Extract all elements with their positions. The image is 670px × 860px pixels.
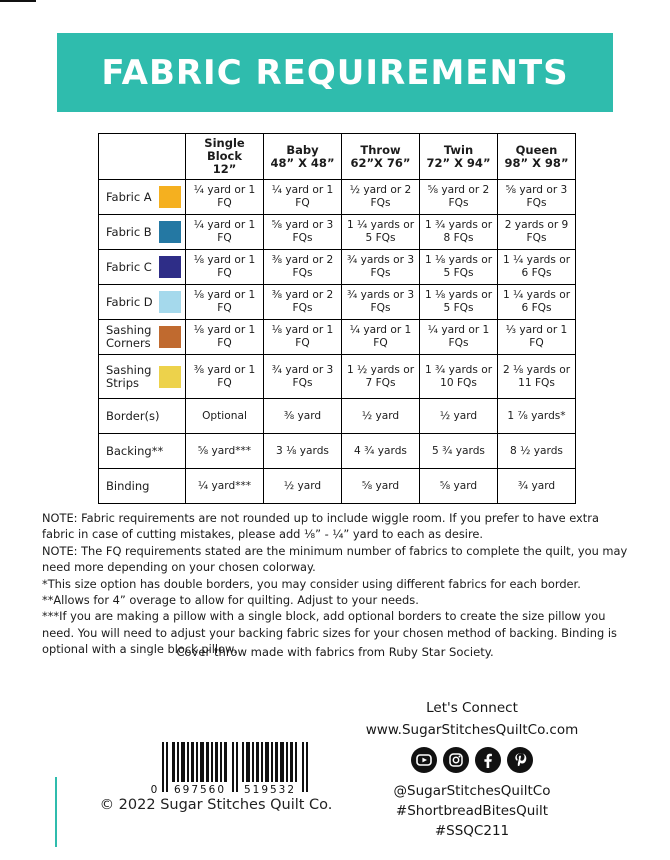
- requirement-cell: ⅓ yard or 1 FQ: [498, 320, 576, 355]
- requirement-cell: ⅜ yard or 2 FQs: [264, 250, 342, 285]
- row-label: Sashing Corners: [106, 323, 152, 350]
- connect-heading: Let's Connect: [426, 700, 518, 716]
- column-size: 98” X 98”: [504, 155, 569, 170]
- row-label: Fabric C: [106, 259, 152, 274]
- row-label-cell: [99, 355, 186, 399]
- column-name: Throw: [360, 142, 401, 157]
- row-label-cell: [99, 180, 186, 215]
- row-label-cell: [99, 250, 186, 285]
- requirement-cell: ½ yard: [264, 469, 342, 504]
- requirement-cell: Optional: [186, 399, 264, 434]
- table-row: [99, 215, 576, 250]
- row-label: Backing**: [106, 443, 164, 458]
- requirement-cell: ¾ yard or 3 FQs: [264, 355, 342, 399]
- requirement-cell: ¾ yards or 3 FQs: [342, 285, 420, 320]
- column-header-throw: [342, 134, 420, 180]
- requirement-cell: ¼ yard or 1 FQ: [264, 180, 342, 215]
- table-row: [99, 250, 576, 285]
- row-label: Fabric B: [106, 224, 152, 239]
- requirement-cell: ½ yard or 2 FQs: [342, 180, 420, 215]
- requirement-cell: ½ yard: [420, 399, 498, 434]
- fabric-swatch: [159, 256, 181, 278]
- page-crop-mark-left: [55, 777, 57, 847]
- row-label: Fabric D: [106, 294, 153, 309]
- social-icons-row: [332, 746, 612, 774]
- requirement-cell: 1 ⅞ yards*: [498, 399, 576, 434]
- column-header-queen: [498, 134, 576, 180]
- facebook-icon[interactable]: [474, 746, 502, 774]
- instagram-icon[interactable]: [442, 746, 470, 774]
- column-size: 12”: [212, 162, 237, 176]
- barcode-prefix-digit: 0: [150, 784, 158, 796]
- table-row: [99, 434, 576, 469]
- page-title: FABRIC REQUIREMENTS: [101, 52, 569, 93]
- requirement-cell: ⅛ yard or 1 FQ: [186, 250, 264, 285]
- fabric-swatch: [159, 366, 181, 388]
- requirement-cell: ¼ yard or 1 FQ: [186, 180, 264, 215]
- cover-fabric-note: Cover throw made with fabrics from Ruby Star Society.: [176, 645, 494, 659]
- requirement-cell: ½ yard: [342, 399, 420, 434]
- fabric-swatch: [159, 326, 181, 348]
- connect-block: [332, 700, 612, 841]
- requirement-cell: ¾ yard: [498, 469, 576, 504]
- title-banner: [57, 33, 613, 112]
- requirement-cell: ⅛ yard or 1 FQ: [186, 320, 264, 355]
- fabric-requirements-table: [98, 133, 576, 504]
- row-label-cell: [99, 399, 186, 434]
- column-name: Baby: [286, 142, 319, 157]
- note-line: **Allows for 4” overage to allow for quilting. Adjust to your needs.: [42, 593, 419, 608]
- requirement-cell: ¾ yards or 3 FQs: [342, 250, 420, 285]
- column-size: 62”X 76”: [350, 155, 411, 170]
- fabric-swatch: [159, 221, 181, 243]
- column-name: Queen: [515, 142, 558, 157]
- note-line: ***If you are making a pillow with a single block, add optional borders to create the size pillow you need. You will need to adjust your backing fabric sizes for your chosen method of backing. Binding is optional with a single block pillow.: [42, 609, 617, 657]
- table-row: [99, 399, 576, 434]
- pinterest-icon[interactable]: [506, 746, 534, 774]
- fabric-table-body: [99, 180, 576, 504]
- requirement-cell: 1 ¼ yards or 5 FQs: [342, 215, 420, 250]
- note-line: *This size option has double borders, you may consider using different fabrics for each border.: [42, 576, 581, 591]
- row-label-cell: [99, 215, 186, 250]
- table-row: [99, 285, 576, 320]
- column-name: Single Block: [204, 136, 245, 163]
- table-row: [99, 320, 576, 355]
- requirement-cell: ⅜ yard: [264, 399, 342, 434]
- notes: [42, 510, 634, 658]
- barcode-bars: [150, 742, 325, 797]
- requirement-cell: 4 ¾ yards: [342, 434, 420, 469]
- copyright-line: © 2022 Sugar Stitches Quilt Co.: [99, 797, 333, 813]
- requirement-cell: 3 ⅛ yards: [264, 434, 342, 469]
- table-row: [99, 355, 576, 399]
- row-label: Fabric A: [106, 189, 152, 204]
- barcode: [150, 742, 325, 801]
- column-name: Twin: [443, 142, 474, 157]
- requirement-cell: 2 yards or 9 FQs: [498, 215, 576, 250]
- column-header-single-block: [186, 134, 264, 180]
- requirement-cell: ⅜ yard or 1 FQ: [186, 355, 264, 399]
- requirement-cell: ¼ yard or 1 FQ: [342, 320, 420, 355]
- fabric-swatch: [159, 186, 181, 208]
- page-crop-mark-top: [0, 0, 36, 2]
- requirement-cell: ¼ yard***: [186, 469, 264, 504]
- requirement-cell: ⅝ yard: [342, 469, 420, 504]
- requirement-cell: 1 ¼ yards or 6 FQs: [498, 285, 576, 320]
- row-label: Sashing Strips: [106, 362, 152, 390]
- requirement-cell: ¼ yard or 1 FQs: [420, 320, 498, 355]
- requirement-cell: 1 ⅛ yards or 5 FQs: [420, 285, 498, 320]
- requirement-cell: 2 ⅛ yards or 11 FQs: [498, 355, 576, 399]
- requirement-cell: 5 ¾ yards: [420, 434, 498, 469]
- website-link[interactable]: www.SugarStitchesQuiltCo.com: [365, 722, 579, 738]
- svg-text:697560: 697560: [173, 784, 227, 796]
- requirement-cell: ⅛ yard or 1 FQ: [264, 320, 342, 355]
- corner-header-cell: [99, 134, 186, 180]
- requirement-cell: 1 ⅛ yards or 5 FQs: [420, 250, 498, 285]
- table-row: [99, 180, 576, 215]
- row-label-cell: [99, 434, 186, 469]
- fabric-swatch: [159, 291, 181, 313]
- requirement-cell: ¼ yard or 1 FQ: [186, 215, 264, 250]
- requirement-cell: ⅛ yard or 1 FQ: [186, 285, 264, 320]
- requirement-cell: ⅝ yard: [420, 469, 498, 504]
- row-label-cell: [99, 285, 186, 320]
- table-row: [99, 469, 576, 504]
- requirement-cell: 1 ½ yards or 7 FQs: [342, 355, 420, 399]
- svg-text:519532: 519532: [243, 784, 297, 796]
- requirement-cell: 8 ½ yards: [498, 434, 576, 469]
- table-header-row: [99, 134, 576, 180]
- row-label: Border(s): [106, 408, 160, 423]
- requirement-cell: 1 ¼ yards or 6 FQs: [498, 250, 576, 285]
- column-header-twin: [420, 134, 498, 180]
- hashtag-pattern: #SSQC211: [434, 823, 510, 839]
- row-label-cell: [99, 469, 186, 504]
- note-line: NOTE: Fabric requirements are not rounded up to include wiggle room. If you prefer to have extra fabric in case of cutting mistakes, please add ⅛” - ¼” yard to each as desire.: [42, 511, 599, 542]
- note-line: NOTE: The FQ requirements stated are the minimum number of fabrics to complete the quilt, you may need more depending on your chosen colorway.: [42, 543, 628, 575]
- hashtag-quilt: #ShortbreadBitesQuilt: [395, 803, 549, 819]
- column-size: 48” X 48”: [270, 155, 335, 170]
- requirement-cell: ⅜ yard or 2 FQs: [264, 285, 342, 320]
- social-handle: @SugarStitchesQuiltCo: [393, 783, 551, 799]
- row-label: Binding: [106, 478, 150, 493]
- requirement-cell: ⅝ yard or 3 FQs: [498, 180, 576, 215]
- requirement-cell: ⅝ yard or 3 FQs: [264, 215, 342, 250]
- requirement-cell: ⅝ yard***: [186, 434, 264, 469]
- column-size: 72” X 94”: [426, 155, 491, 170]
- row-label-cell: [99, 320, 186, 355]
- requirement-cell: ⅝ yard or 2 FQs: [420, 180, 498, 215]
- youtube-icon[interactable]: [410, 746, 438, 774]
- requirement-cell: 1 ¾ yards or 10 FQs: [420, 355, 498, 399]
- column-header-baby: [264, 134, 342, 180]
- requirement-cell: 1 ¾ yards or 8 FQs: [420, 215, 498, 250]
